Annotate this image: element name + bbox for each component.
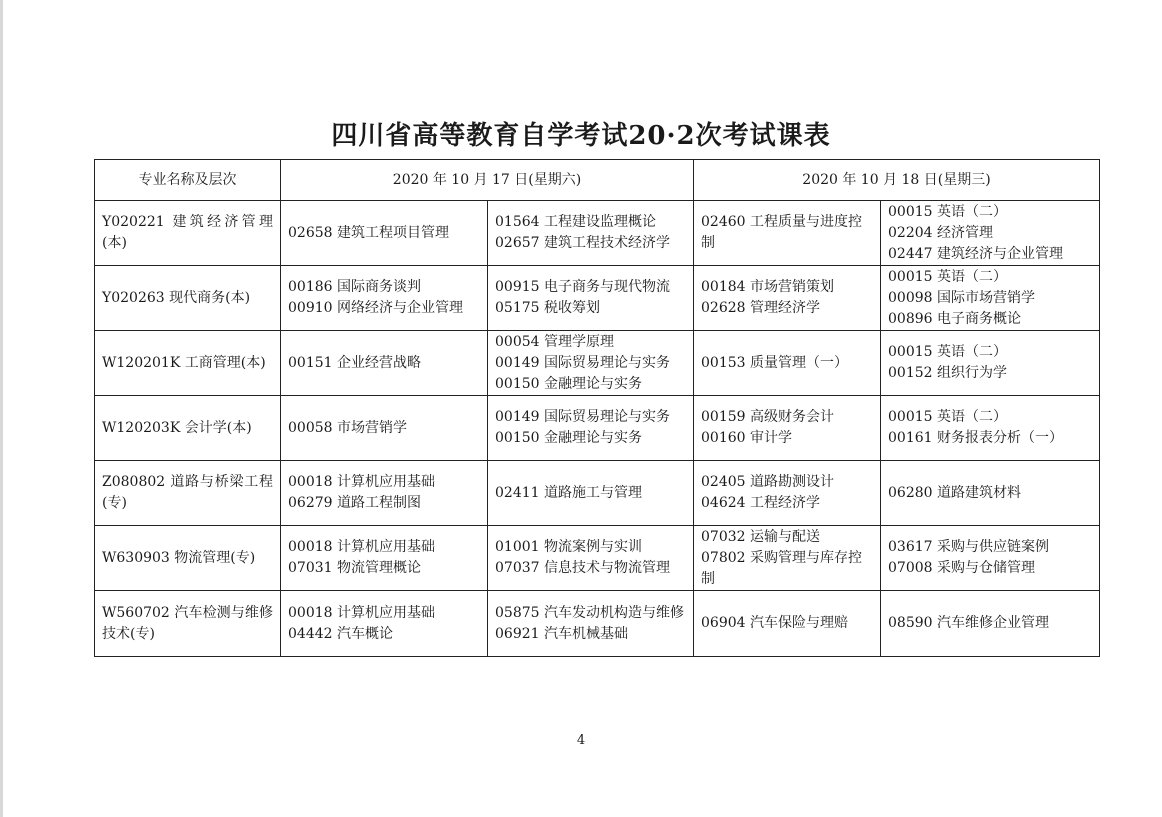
course-item: 00018 计算机应用基础 xyxy=(288,539,435,555)
header-major: 专业名称及层次 xyxy=(95,160,281,201)
course-item: 02657 建筑工程技术经济学 xyxy=(495,235,670,251)
course-item: 00159 高级财务会计 xyxy=(701,409,834,425)
course-item: 00150 金融理论与实务 xyxy=(495,430,642,446)
course-item: 01001 物流案例与实训 xyxy=(495,539,642,555)
course-item: 07037 信息技术与物流管理 xyxy=(495,560,670,576)
slot3-cell xyxy=(694,461,881,526)
slot2-cell xyxy=(488,396,694,461)
major-name: Y020263 现代商务(本) xyxy=(102,289,251,306)
table-row xyxy=(95,201,1100,266)
course-item: 00015 英语（二） xyxy=(888,203,1007,220)
course-item: 00153 质量管理（一） xyxy=(701,354,848,371)
slot2-cell xyxy=(488,526,694,591)
slot1-cell xyxy=(281,331,488,396)
course-item: 00015 英语（二） xyxy=(888,268,1007,285)
major-cell xyxy=(95,396,281,461)
course-item: 06279 道路工程制图 xyxy=(288,495,421,511)
major-cell xyxy=(95,461,281,526)
course-item: 00161 财务报表分析（一） xyxy=(888,430,1063,446)
slot2-cell xyxy=(488,266,694,331)
course-item: 02628 管理经济学 xyxy=(701,300,820,316)
slot4-cell xyxy=(881,461,1100,526)
course-item: 02447 建筑经济与企业管理 xyxy=(888,245,1063,262)
slot2-cell xyxy=(488,461,694,526)
course-item: 07032 运输与配送 xyxy=(701,528,820,545)
table-row xyxy=(95,591,1100,657)
course-item: 07008 采购与仓储管理 xyxy=(888,560,1035,576)
table-row xyxy=(95,266,1100,331)
page-title: 四川省高等教育自学考试20·2次考试课表 xyxy=(331,121,831,151)
course-item: 03617 采购与供应链案例 xyxy=(888,539,1049,555)
course-item: 00054 管理学原理 xyxy=(495,333,614,350)
slot4-cell xyxy=(881,266,1100,331)
slot4-cell xyxy=(881,526,1100,591)
course-item: 00098 国际市场营销学 xyxy=(888,289,1035,306)
course-item: 04624 工程经济学 xyxy=(701,495,820,511)
major-cell xyxy=(95,201,281,266)
slot2-cell xyxy=(488,201,694,266)
course-item: 06280 道路建筑材料 xyxy=(888,484,1021,501)
course-item: 00186 国际商务谈判 xyxy=(288,279,421,295)
slot4-cell xyxy=(881,201,1100,266)
slot3-cell xyxy=(694,201,881,266)
course-item: 02411 道路施工与管理 xyxy=(495,484,642,501)
course-item: 07031 物流管理概论 xyxy=(288,560,421,576)
course-item: 02658 建筑工程项目管理 xyxy=(288,224,449,241)
page-number: 4 xyxy=(576,733,586,748)
header-date-day1: 2020 年 10 月 17 日(星期六) xyxy=(281,160,694,201)
course-item: 00184 市场营销策划 xyxy=(701,279,834,295)
slot1-cell xyxy=(281,396,488,461)
slot1-cell xyxy=(281,526,488,591)
table-row xyxy=(95,396,1100,461)
course-item: 00018 计算机应用基础 xyxy=(288,474,435,490)
course-item: 00015 英语（二） xyxy=(888,344,1007,360)
slot1-cell xyxy=(281,591,488,657)
major-cell xyxy=(95,526,281,591)
course-item: 08590 汽车维修企业管理 xyxy=(888,615,1049,631)
course-item: 00915 电子商务与现代物流 xyxy=(495,279,670,295)
major-cell xyxy=(95,331,281,396)
course-item: 02204 经济管理 xyxy=(888,224,993,241)
course-item: 07802 采购管理与库存控制 xyxy=(701,549,862,587)
major-name: W630903 物流管理(专) xyxy=(102,549,256,566)
course-item: 02405 道路勘测设计 xyxy=(701,474,834,490)
major-cell xyxy=(95,591,281,657)
course-item: 00152 组织行为学 xyxy=(888,365,1007,381)
major-name: Y020221 建筑经济管理(本) xyxy=(102,214,273,251)
slot3-cell xyxy=(694,591,881,657)
course-item: 00018 计算机应用基础 xyxy=(288,604,435,621)
course-item: 02460 工程质量与进度控制 xyxy=(701,214,862,251)
table-row xyxy=(95,526,1100,591)
course-item: 00896 电子商务概论 xyxy=(888,310,1021,327)
slot4-cell xyxy=(881,331,1100,396)
major-name: W560702 汽车检测与维修技术(专) xyxy=(102,604,273,642)
course-item: 00151 企业经营战略 xyxy=(288,354,421,371)
major-name: Z080802 道路与桥梁工程(专) xyxy=(102,474,273,511)
slot2-cell xyxy=(488,331,694,396)
course-item: 01564 工程建设监理概论 xyxy=(495,214,656,230)
table-row xyxy=(95,331,1100,396)
table-header-row xyxy=(95,160,1100,201)
slot3-cell xyxy=(694,526,881,591)
slot1-cell xyxy=(281,201,488,266)
course-item: 00015 英语（二） xyxy=(888,409,1007,425)
slot1-cell xyxy=(281,266,488,331)
course-item: 05175 税收筹划 xyxy=(495,300,600,316)
table-row xyxy=(95,461,1100,526)
major-name: W120201K 工商管理(本) xyxy=(102,354,266,371)
course-item: 00149 国际贸易理论与实务 xyxy=(495,409,670,425)
header-date-day2: 2020 年 10 月 18 日(星期三) xyxy=(694,160,1100,201)
course-item: 00910 网络经济与企业管理 xyxy=(288,300,463,316)
slot3-cell xyxy=(694,396,881,461)
course-item: 06904 汽车保险与理赔 xyxy=(701,615,848,631)
course-item: 05875 汽车发动机构造与维修 xyxy=(495,604,684,621)
major-cell xyxy=(95,266,281,331)
course-item: 00160 审计学 xyxy=(701,430,792,446)
slot3-cell xyxy=(694,331,881,396)
slot2-cell xyxy=(488,591,694,657)
major-name: W120203K 会计学(本) xyxy=(102,419,252,436)
course-item: 00149 国际贸易理论与实务 xyxy=(495,354,670,371)
exam-schedule-table xyxy=(94,159,1100,657)
slot3-cell xyxy=(694,266,881,331)
course-item: 00058 市场营销学 xyxy=(288,419,407,436)
course-item: 00150 金融理论与实务 xyxy=(495,375,642,392)
slot1-cell xyxy=(281,461,488,526)
course-item: 06921 汽车机械基础 xyxy=(495,625,628,642)
course-item: 04442 汽车概论 xyxy=(288,625,393,642)
slot4-cell xyxy=(881,591,1100,657)
slot4-cell xyxy=(881,396,1100,461)
